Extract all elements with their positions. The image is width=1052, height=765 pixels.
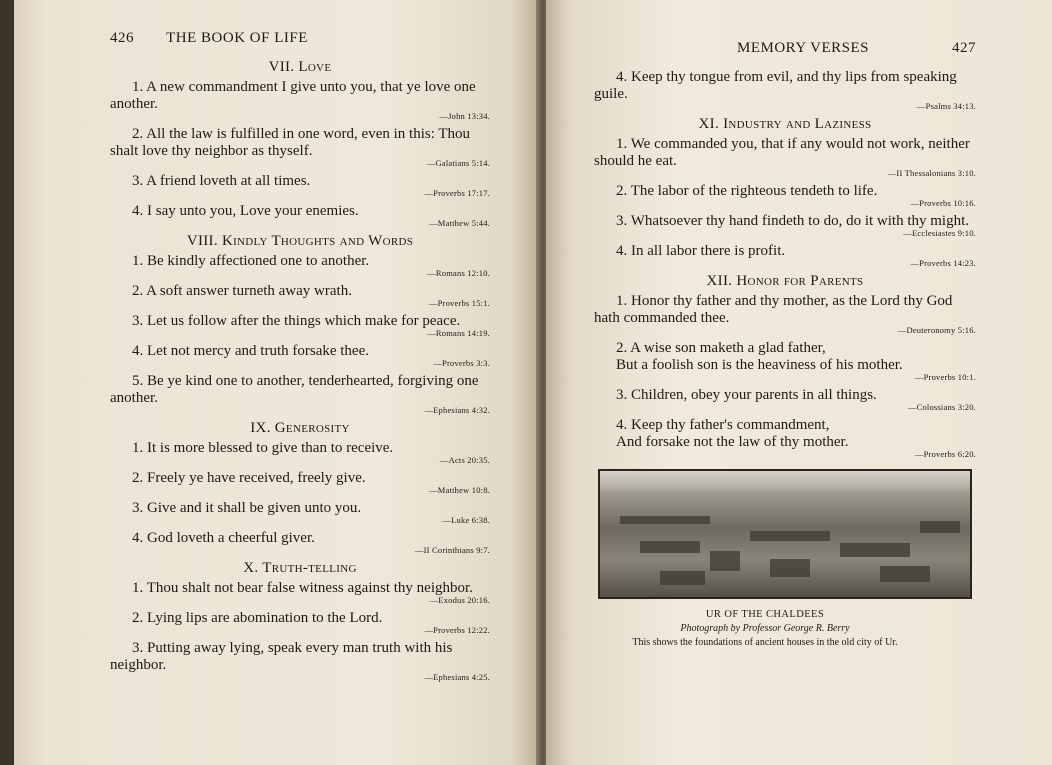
verse — [110, 173, 490, 198]
verse-text: 3. Whatsoever thy hand findeth to do, do it with thy might. — [616, 213, 970, 229]
right-sections — [594, 116, 976, 459]
verse-reference: —Proverbs 10:1. — [914, 372, 976, 382]
photo-ruin — [880, 566, 930, 582]
verse-reference: —Proverbs 15:1. — [428, 298, 490, 308]
verse-reference: —Exodus 20:16. — [429, 595, 490, 605]
verse-text-line2: And forsake not the law of thy mother. — [616, 434, 849, 450]
photo-ruin — [920, 521, 960, 533]
verse — [594, 417, 976, 459]
verse-text: 1. A new commandment I give unto you, that ye love one another. — [110, 79, 476, 112]
caption-credit: Photograph by Professor George R. Berry — [680, 623, 850, 634]
right-page — [546, 0, 1052, 765]
verse-reference: —Proverbs 6:20. — [914, 449, 976, 459]
verse — [110, 500, 490, 525]
verse-text: 1. Be kindly affectioned one to another. — [132, 253, 370, 269]
verse — [110, 79, 490, 121]
verse — [594, 213, 976, 238]
verse-reference: —Proverbs 12:22. — [424, 625, 490, 635]
continued-verse — [594, 69, 976, 111]
verse-text: 3. A friend loveth at all times. — [132, 173, 311, 189]
verse-text: 4. Let not mercy and truth forsake thee. — [132, 343, 369, 359]
verse-reference: —Luke 6:38. — [442, 515, 490, 525]
verse-text: 4. God loveth a cheerful giver. — [132, 530, 315, 546]
photo-sky — [600, 471, 970, 491]
verse — [594, 136, 976, 178]
verse — [110, 640, 490, 682]
verse-text: 3. Children, obey your parents in all things. — [616, 387, 877, 403]
photo-ruin — [770, 559, 810, 577]
verse — [110, 253, 490, 278]
section-heading: X. Truth-telling — [243, 560, 357, 576]
verse-reference: —Psalms 34:13. — [916, 101, 976, 111]
page-number-right: 427 — [952, 40, 976, 56]
verse-text: 2. The labor of the righteous tendeth to life. — [616, 183, 878, 199]
verse-reference: —Romans 12:10. — [427, 268, 490, 278]
verse-reference: —Galatians 5:14. — [426, 158, 490, 168]
running-title-right: MEMORY VERSES — [737, 40, 869, 56]
verse-text: 3. Putting away lying, speak every man truth with his neighbor. — [110, 640, 453, 673]
verse-reference: —Proverbs 10:16. — [910, 198, 976, 208]
caption-title: UR OF THE CHALDEES — [705, 609, 825, 620]
verse-text: 2. Freely ye have received, freely give. — [132, 470, 366, 486]
verse-text: 3. Let us follow after the things which make for peace. — [132, 313, 461, 329]
verse — [110, 530, 490, 555]
page-number-left: 426 — [110, 30, 134, 46]
verse — [110, 610, 490, 635]
verse — [594, 183, 976, 208]
verse — [110, 440, 490, 465]
right-running-head — [594, 40, 976, 57]
running-title-left: THE BOOK OF LIFE — [166, 30, 308, 46]
section-heading: IX. Generosity — [250, 420, 350, 436]
verse — [594, 293, 976, 335]
verse — [110, 203, 490, 228]
photo-ruin — [660, 571, 705, 585]
verse-text: 2. A soft answer turneth away wrath. — [132, 283, 352, 299]
verse-reference: —Deuteronomy 5:16. — [897, 325, 976, 335]
caption-text: This shows the foundations of ancient houses in the old city of Ur. — [632, 637, 898, 648]
verse-text: 4. I say unto you, Love your enemies. — [132, 203, 359, 219]
verse — [110, 126, 490, 168]
photo-ruin — [620, 516, 710, 524]
verse-reference: —II Thessalonians 3:10. — [887, 168, 976, 178]
verse — [594, 387, 976, 412]
verse — [110, 313, 490, 338]
verse-text: 4. Keep thy father's commandment, — [616, 417, 830, 433]
verse — [110, 283, 490, 308]
verse-reference: —Proverbs 14:23. — [910, 258, 976, 268]
verse-text: 2. A wise son maketh a glad father, — [616, 340, 826, 356]
verse — [110, 373, 490, 415]
left-running-head — [110, 30, 490, 47]
verse — [110, 580, 490, 605]
verse-reference: —Romans 14:19. — [427, 328, 490, 338]
verse-text: 2. Lying lips are abomination to the Lord. — [132, 610, 383, 626]
verse-text: 4. Keep thy tongue from evil, and thy lips from speaking guile. — [594, 69, 957, 102]
photo-ruin — [840, 543, 910, 557]
photo-ruin — [710, 551, 740, 571]
verse-text: 4. In all labor there is profit. — [616, 243, 786, 259]
verse-text: 5. Be ye kind one to another, tenderhearted, forgiving one another. — [110, 373, 479, 406]
verse-text: 1. We commanded you, that if any would not work, neither should he eat. — [594, 136, 970, 169]
verse-reference: —Ecclesiastes 9:10. — [903, 228, 976, 238]
verse-reference: —John 13:34. — [439, 111, 490, 121]
verse-text: 2. All the law is fulfilled in one word, even in this: Thou shalt love thy neighbor as thyself. — [110, 126, 471, 159]
verse-reference: —II Corinthians 9:7. — [414, 545, 490, 555]
verse-reference: —Matthew 10:8. — [429, 485, 490, 495]
verse-reference: —Colossians 3:20. — [907, 402, 976, 412]
photo-ruin — [750, 531, 830, 541]
section-heading: VIII. Kindly Thoughts and Words — [186, 233, 414, 249]
ur-photograph — [598, 469, 972, 599]
verse — [110, 470, 490, 495]
photo-caption — [554, 609, 976, 648]
verse-reference: —Proverbs 3:3. — [433, 358, 490, 368]
photo-ruin — [640, 541, 700, 553]
verse-text: 1. Honor thy father and thy mother, as the Lord thy God hath commanded thee. — [594, 293, 953, 326]
verse-reference: —Proverbs 17:17. — [424, 188, 490, 198]
verse-reference: —Ephesians 4:32. — [424, 405, 490, 415]
verse-text: 3. Give and it shall be given unto you. — [132, 500, 362, 516]
verse-text: 1. It is more blessed to give than to receive. — [132, 440, 394, 456]
verse-reference: —Matthew 5:44. — [429, 218, 490, 228]
verse-reference: —Ephesians 4:25. — [424, 672, 490, 682]
verse — [594, 340, 976, 382]
verse-text: 1. Thou shalt not bear false witness against thy neighbor. — [132, 580, 473, 596]
section-heading: XII. Honor for Parents — [706, 273, 864, 289]
verse-reference: —Acts 20:35. — [439, 455, 490, 465]
section-heading: VII. Love — [268, 59, 332, 75]
left-sections — [110, 59, 490, 682]
verse — [594, 243, 976, 268]
section-heading: XI. Industry and Laziness — [698, 116, 872, 132]
verse-text-line2: But a foolish son is the heaviness of his mother. — [616, 357, 903, 373]
verse — [110, 343, 490, 368]
left-page — [14, 0, 542, 765]
